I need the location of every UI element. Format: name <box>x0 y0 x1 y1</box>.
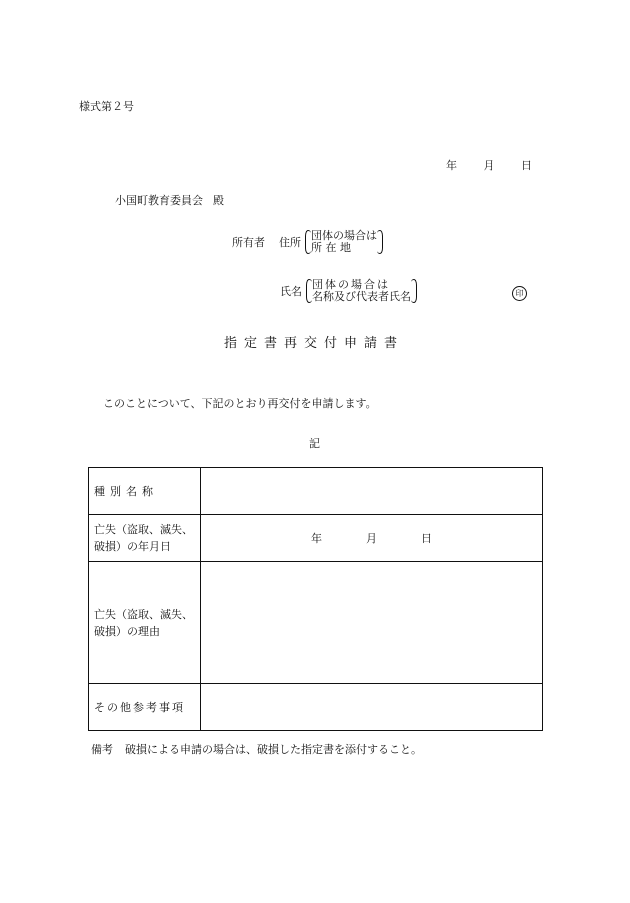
loss-reason-label <box>89 562 201 684</box>
date-day-label: 日 <box>521 159 532 172</box>
table-row <box>89 515 543 562</box>
recipient-honorific: 殿 <box>213 194 224 207</box>
loss-reason-field[interactable] <box>201 562 543 684</box>
address-note <box>305 230 383 254</box>
address-note-char: 地 <box>340 241 351 254</box>
table-row <box>89 684 543 731</box>
address-note-line1: 団体の場合は <box>311 229 377 242</box>
loss-date-label <box>89 515 201 562</box>
name-label: 氏名 <box>280 285 302 298</box>
other-info-label: その他参考事項 <box>89 684 201 731</box>
applicant-name-row <box>280 279 417 303</box>
name-note <box>306 279 417 303</box>
other-info-field[interactable] <box>201 684 543 731</box>
address-label: 住所 <box>279 236 301 249</box>
applicant-address-row <box>232 230 383 254</box>
loss-date-label-line2: 破損）の年月日 <box>94 540 171 553</box>
form-number: 様式第２号 <box>79 100 134 113</box>
name-note-line2: 名称及び代表者氏名 <box>312 290 411 303</box>
seal-mark: 印 <box>512 286 527 301</box>
address-note-char: 在 <box>325 241 337 254</box>
address-note-char: 所 <box>311 241 322 254</box>
loss-reason-label-line1: 亡失（盗取、滅失、 <box>94 607 193 621</box>
type-name-label: 種別名称 <box>89 468 201 515</box>
date-year-label: 年 <box>446 159 457 172</box>
table-row <box>89 468 543 515</box>
name-note-line1: 団体の場合は <box>312 278 390 291</box>
loss-date-month: 月 <box>366 532 377 545</box>
loss-date-values <box>311 530 432 546</box>
submission-date <box>446 157 532 173</box>
date-month-label: 月 <box>483 159 495 172</box>
intro-text: このことについて、下記のとおり再交付を申請します。 <box>103 397 377 410</box>
loss-date-label-line1: 亡失（盗取、滅失、 <box>94 523 193 536</box>
recipient-name: 小国町教育委員会 <box>115 194 203 207</box>
remark <box>91 741 422 757</box>
ki-heading: 記 <box>309 437 320 450</box>
address-note-line2 <box>311 242 377 254</box>
loss-date-field[interactable] <box>201 515 543 562</box>
recipient <box>115 192 224 208</box>
loss-date-day: 日 <box>421 532 432 545</box>
owner-label: 所有者 <box>232 236 265 249</box>
remark-text: 破損による申請の場合は、破損した指定書を添付すること。 <box>125 743 422 756</box>
application-table <box>88 467 543 731</box>
loss-reason-label-line2: 破損）の理由 <box>94 624 160 638</box>
table-row <box>89 562 543 684</box>
type-name-field[interactable] <box>201 468 543 515</box>
loss-date-year: 年 <box>311 532 322 545</box>
remark-tag: 備考 <box>91 743 113 756</box>
document-title: 指定書再交付申請書 <box>224 336 405 351</box>
